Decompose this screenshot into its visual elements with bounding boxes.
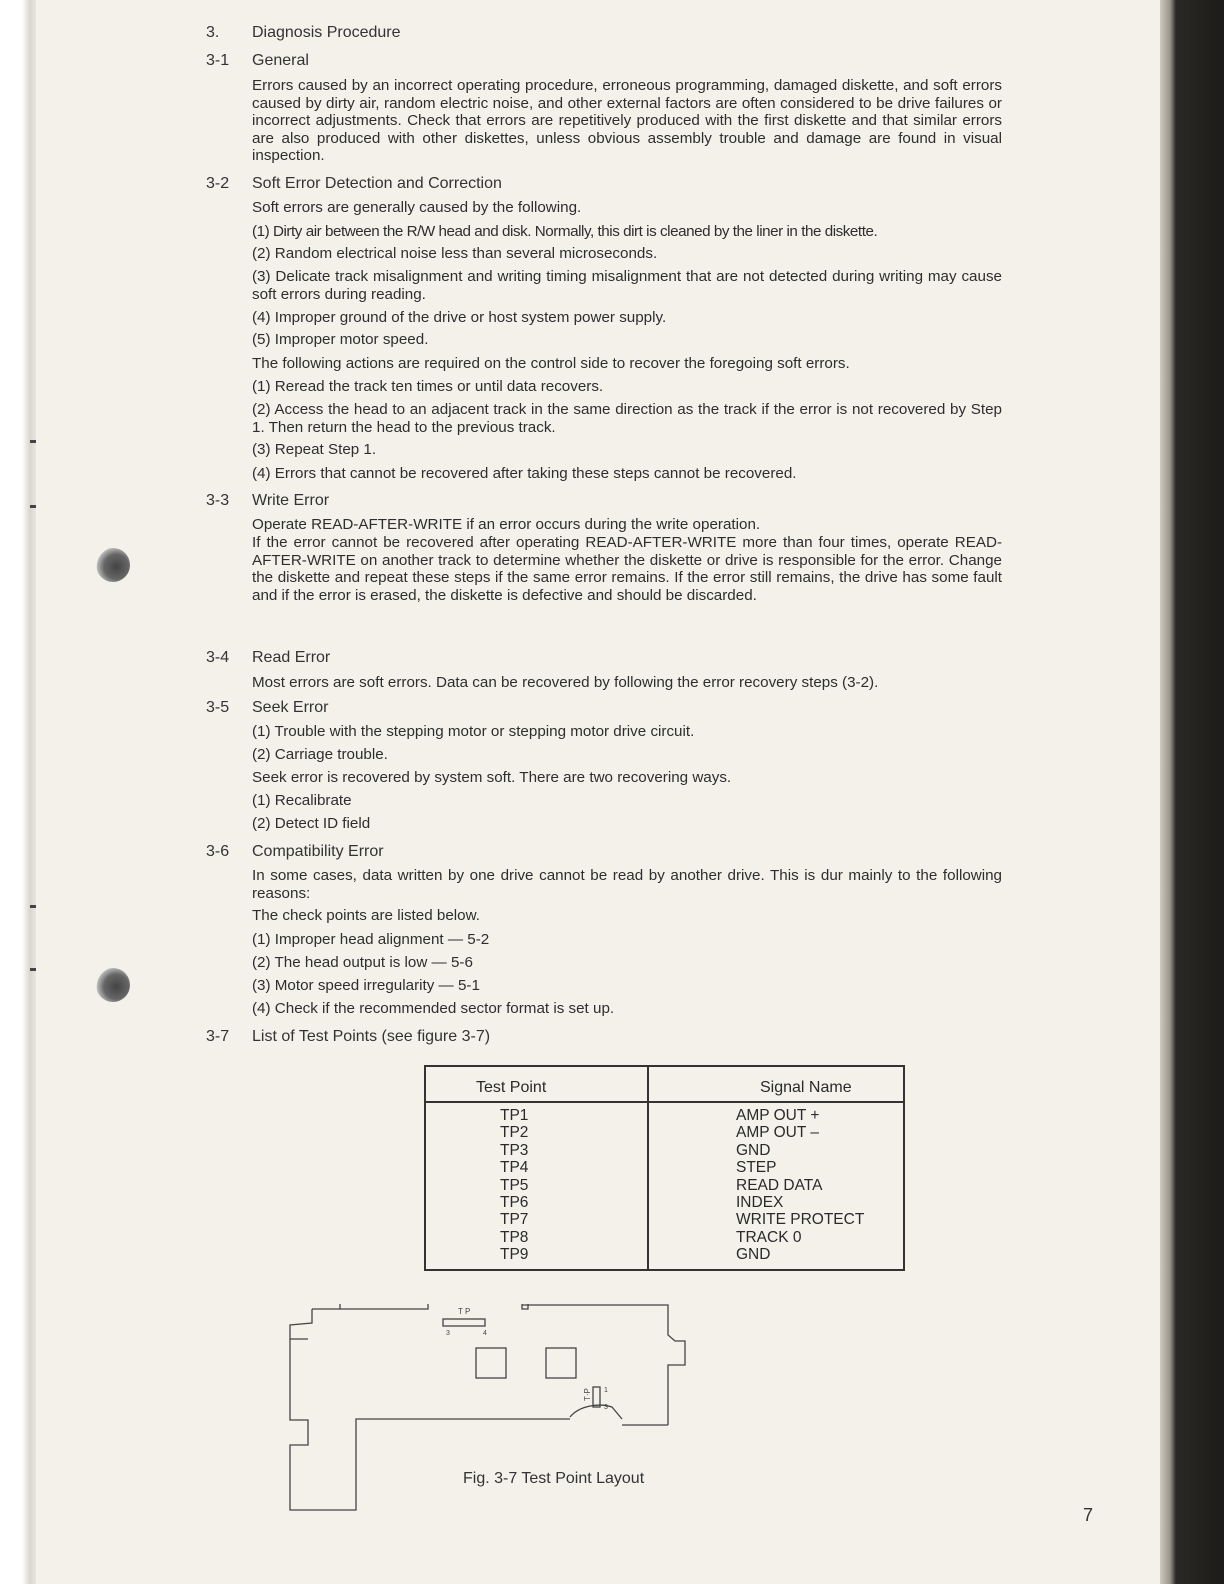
section-title: Diagnosis Procedure [252,24,401,41]
section-number: 3-1 [206,52,230,69]
list-item: (4) Errors that cannot be recovered after taking these steps cannot be recovered. [252,465,797,482]
list-item: (3) Motor speed irregularity — 5-1 [252,977,480,994]
section-number: 3-7 [206,1028,230,1045]
list-item: (2) The head output is low — 5-6 [252,954,473,971]
list-item: (1) Trouble with the stepping motor or stepping motor drive circuit. [252,723,695,740]
table-header-divider [426,1101,903,1103]
paragraph-write-error: If the error cannot be recovered after operating READ-AFTER-WRITE more than four times, operate READ-AFTER-WRITE on another track to determine whether the diskette or drive is responsible for the error. Change the diskette and repeat these steps if the same error remains. If the error still remains, the drive has some fault and if the error is erased, the diskette is defective and should be discarded. [252,534,1002,604]
page-number: 7 [1083,1505,1094,1525]
paragraph-general: Errors caused by an incorrect operating procedure, erroneous programming, damaged diskette, and soft errors caused by dirty air, random electric noise, and other external factors are often considered to be drive failures or incorrect adjustments. Check that errors are repetitively produced with the first diskette and that similar errors are also produced with other diskettes, unless obvious assembly trouble and damage are found in visual inspection. [252,77,1002,164]
list-item: (5) Improper motor speed. [252,331,429,348]
section-number: 3-5 [206,699,230,716]
list-item: (1) Dirty air between the R/W head and disk. Normally, this dirt is cleaned by the liner in the diskette. [252,223,878,240]
paragraph-line: Most errors are soft errors. Data can be recovered by following the error recovery steps (3-2). [252,674,879,691]
section-title: General [252,52,309,69]
signal-name-column [736,1107,864,1264]
table-cell: GND [736,1141,771,1159]
figure-pin-label: 3 [604,1404,608,1411]
figure-pin-label: 3 [446,1330,450,1337]
table-cell: TP1 [500,1107,529,1124]
list-item: (3) Repeat Step 1. [252,441,377,458]
figure-pin-label: 1 [604,1387,608,1394]
section-title: Soft Error Detection and Correction [252,175,502,192]
list-item: (1) Improper head alignment — 5-2 [252,931,490,948]
paragraph-line: Soft errors are generally caused by the following. [252,199,582,216]
table-cell: WRITE PROTECT [736,1211,865,1229]
scan-right-edge [1160,0,1224,1584]
table-cell: TP5 [500,1176,529,1194]
list-item: (1) Reread the track ten times or until data recovers. [252,378,604,395]
table-cell: TP6 [500,1194,529,1212]
table-cell: TP3 [500,1141,529,1159]
section-title: Read Error [252,649,331,666]
table-cell: TP8 [500,1228,529,1246]
table-cell: TP4 [500,1159,529,1177]
section-number: 3-4 [206,649,230,666]
list-item: (3) Delicate track misalignment and writing timing misalignment that are not detected during writing may cause soft errors during reading. [252,268,1002,303]
list-item: (4) Improper ground of the drive or host system power supply. [252,309,667,326]
table-cell: TP9 [500,1246,529,1264]
paragraph-line: Operate READ-AFTER-WRITE if an error occurs during the write operation. [252,516,761,533]
table-column-divider [647,1067,649,1269]
table-cell: GND [736,1246,771,1264]
table-cell: TP2 [500,1124,529,1142]
table-cell: READ DATA [736,1176,823,1194]
table-cell: AMP OUT – [736,1124,819,1142]
figure-caption: Fig. 3-7 Test Point Layout [463,1470,645,1487]
figure-label-tp-side: T·P [583,1388,592,1401]
test-point-table [424,1065,905,1271]
list-item: (2) Detect ID field [252,815,371,832]
section-number: 3. [206,24,220,41]
section-number: 3-2 [206,175,230,192]
table-cell: TRACK 0 [736,1228,802,1246]
table-header-signal-name: Signal Name [760,1079,852,1096]
table-cell: STEP [736,1159,777,1177]
section-title: Compatibility Error [252,843,384,860]
section-title: Write Error [252,492,330,509]
paragraph-line: The following actions are required on the control side to recover the foregoing soft errors. [252,355,850,372]
figure-pin-label: 4 [483,1330,487,1337]
figure-label-tp-top: T P [458,1307,471,1316]
paragraph-line: Seek error is recovered by system soft. There are two recovering ways. [252,769,732,786]
section-title: List of Test Points (see figure 3-7) [252,1028,491,1045]
paragraph-line: The check points are listed below. [252,907,480,924]
table-cell: AMP OUT + [736,1107,820,1124]
section-number: 3-6 [206,843,230,860]
list-item: (4) Check if the recommended sector format is set up. [252,1000,615,1017]
list-item: (2) Random electrical noise less than several microseconds. [252,245,658,262]
table-cell: TP7 [500,1211,529,1229]
list-item: (2) Access the head to an adjacent track in the same direction as the track if the error is not recovered by Step 1. Then return the head to the previous track. [252,401,1002,436]
paragraph-compatibility: In some cases, data written by one drive cannot be read by another drive. This is dur mainly to the following reasons: [252,867,1002,902]
table-header-test-point: Test Point [476,1079,547,1096]
section-number: 3-3 [206,492,230,509]
table-cell: INDEX [736,1194,784,1212]
list-item: (2) Carriage trouble. [252,746,388,763]
list-item: (1) Recalibrate [252,792,352,809]
test-point-column [500,1107,528,1264]
section-title: Seek Error [252,699,329,716]
